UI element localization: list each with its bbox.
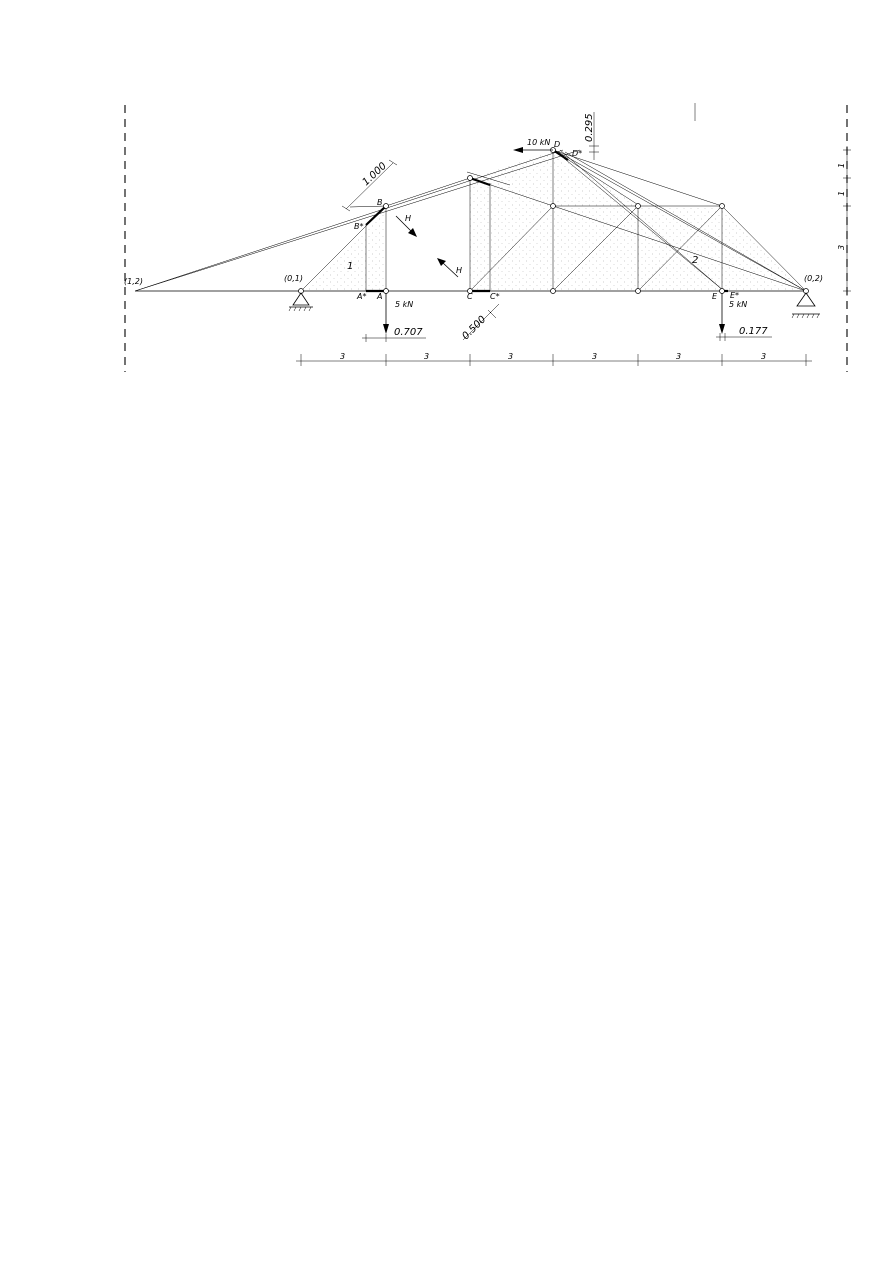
support-right bbox=[792, 293, 820, 318]
load-label-e: 5 kN bbox=[729, 300, 748, 309]
node-label-b-star: B* bbox=[354, 222, 364, 231]
load-arrow-a bbox=[383, 293, 389, 334]
disp-label-d: 0.295 bbox=[584, 113, 595, 142]
bay-dim-3: 3 bbox=[508, 352, 514, 361]
disp-label-c: 0.500 bbox=[460, 314, 489, 343]
height-dim-3: 3 bbox=[837, 244, 846, 250]
pole-label-1-2: (1,2) bbox=[124, 277, 143, 286]
rotation-label-b: 1.000 bbox=[360, 160, 389, 189]
pole-label-0-1: (0,1) bbox=[284, 274, 303, 283]
bay-dim-5: 3 bbox=[676, 352, 682, 361]
horizontal-dimension-chain bbox=[296, 354, 812, 366]
height-dim-2: 1 bbox=[837, 190, 846, 196]
bay-dim-1: 3 bbox=[340, 352, 346, 361]
bay-dim-2: 3 bbox=[424, 352, 430, 361]
node-label-c-star: C* bbox=[490, 292, 500, 301]
disp-label-a: 0.707 bbox=[394, 327, 423, 338]
node-label-e: E bbox=[712, 292, 718, 301]
node-label-d: D bbox=[554, 140, 561, 149]
h-arrow-left bbox=[437, 258, 458, 277]
disp-label-e: 0.177 bbox=[739, 326, 768, 337]
node-label-b: B bbox=[377, 198, 383, 207]
bay-dim-6: 3 bbox=[761, 352, 767, 361]
load-label-d: 10 kN bbox=[527, 138, 551, 147]
pole-label-0-2: (0,2) bbox=[804, 274, 823, 283]
h-label-right: H bbox=[405, 214, 412, 223]
height-dim-1: 1 bbox=[837, 162, 846, 168]
h-label-left: H bbox=[456, 266, 463, 275]
support-left bbox=[289, 293, 313, 311]
bay-dim-4: 3 bbox=[592, 352, 598, 361]
node-label-a-star: A* bbox=[357, 292, 367, 301]
node-label-c: C bbox=[467, 292, 473, 301]
node-label-d-star: D* bbox=[572, 149, 583, 158]
node-label-a: A bbox=[377, 292, 383, 301]
disc-label-1: 1 bbox=[347, 261, 354, 272]
node-label-e-star: E* bbox=[730, 291, 740, 300]
load-arrow-e bbox=[719, 293, 725, 334]
load-label-a: 5 kN bbox=[395, 300, 414, 309]
disc-label-2: 2 bbox=[692, 255, 699, 266]
